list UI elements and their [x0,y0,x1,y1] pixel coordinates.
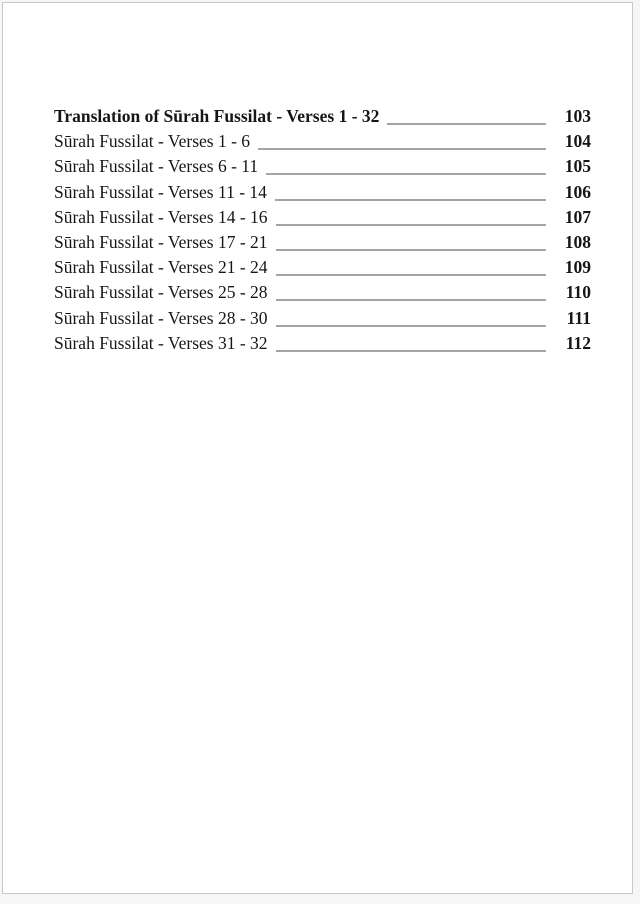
toc-page-number: 111 [566,307,591,328]
toc-row [54,129,591,154]
toc-leader-line [266,174,546,175]
toc-page-number: 103 [564,106,591,126]
document-page [2,2,633,894]
toc-entry-label: Translation of Sūrah Fussilat - Verses 1 - 32 [54,106,380,126]
toc-entry-label: Sūrah Fussilat - Verses 14 - 16 [54,206,268,227]
toc-page-number: 110 [565,282,591,303]
toc-row [54,104,591,129]
toc-row [54,306,591,331]
toc-row [54,331,591,356]
toc-leader-line [276,275,546,276]
toc-entry-label: Sūrah Fussilat - Verses 1 - 6 [54,131,251,152]
toc-entry-label: Sūrah Fussilat - Verses 6 - 11 [54,156,259,177]
toc-page-number: 109 [564,257,591,278]
toc-leader-line [276,325,546,326]
toc-row [54,255,591,280]
toc-entry-label: Sūrah Fussilat - Verses 17 - 21 [54,232,268,253]
toc-leader-line [276,224,546,225]
toc-row [54,230,591,255]
toc-page-number: 108 [564,232,591,253]
toc-leader-line [275,199,546,200]
table-of-contents [3,3,632,356]
toc-entry-label: Sūrah Fussilat - Verses 21 - 24 [54,257,268,278]
toc-row [54,280,591,305]
toc-entry-label: Sūrah Fussilat - Verses 25 - 28 [54,282,268,303]
toc-row [54,205,591,230]
toc-page-number: 105 [564,156,591,177]
toc-leader-line [258,149,546,150]
toc-entry-label: Sūrah Fussilat - Verses 31 - 32 [54,332,268,353]
toc-leader-line [276,250,546,251]
toc-page-number: 112 [565,332,591,353]
toc-leader-line [276,300,546,301]
toc-page-number: 106 [564,181,591,202]
toc-leader-line [387,124,546,125]
toc-entry-label: Sūrah Fussilat - Verses 11 - 14 [54,181,267,202]
toc-row [54,154,591,179]
toc-row [54,180,591,205]
toc-page-number: 104 [564,131,591,152]
toc-entry-label: Sūrah Fussilat - Verses 28 - 30 [54,307,268,328]
toc-leader-line [276,350,546,351]
toc-page-number: 107 [564,206,591,227]
